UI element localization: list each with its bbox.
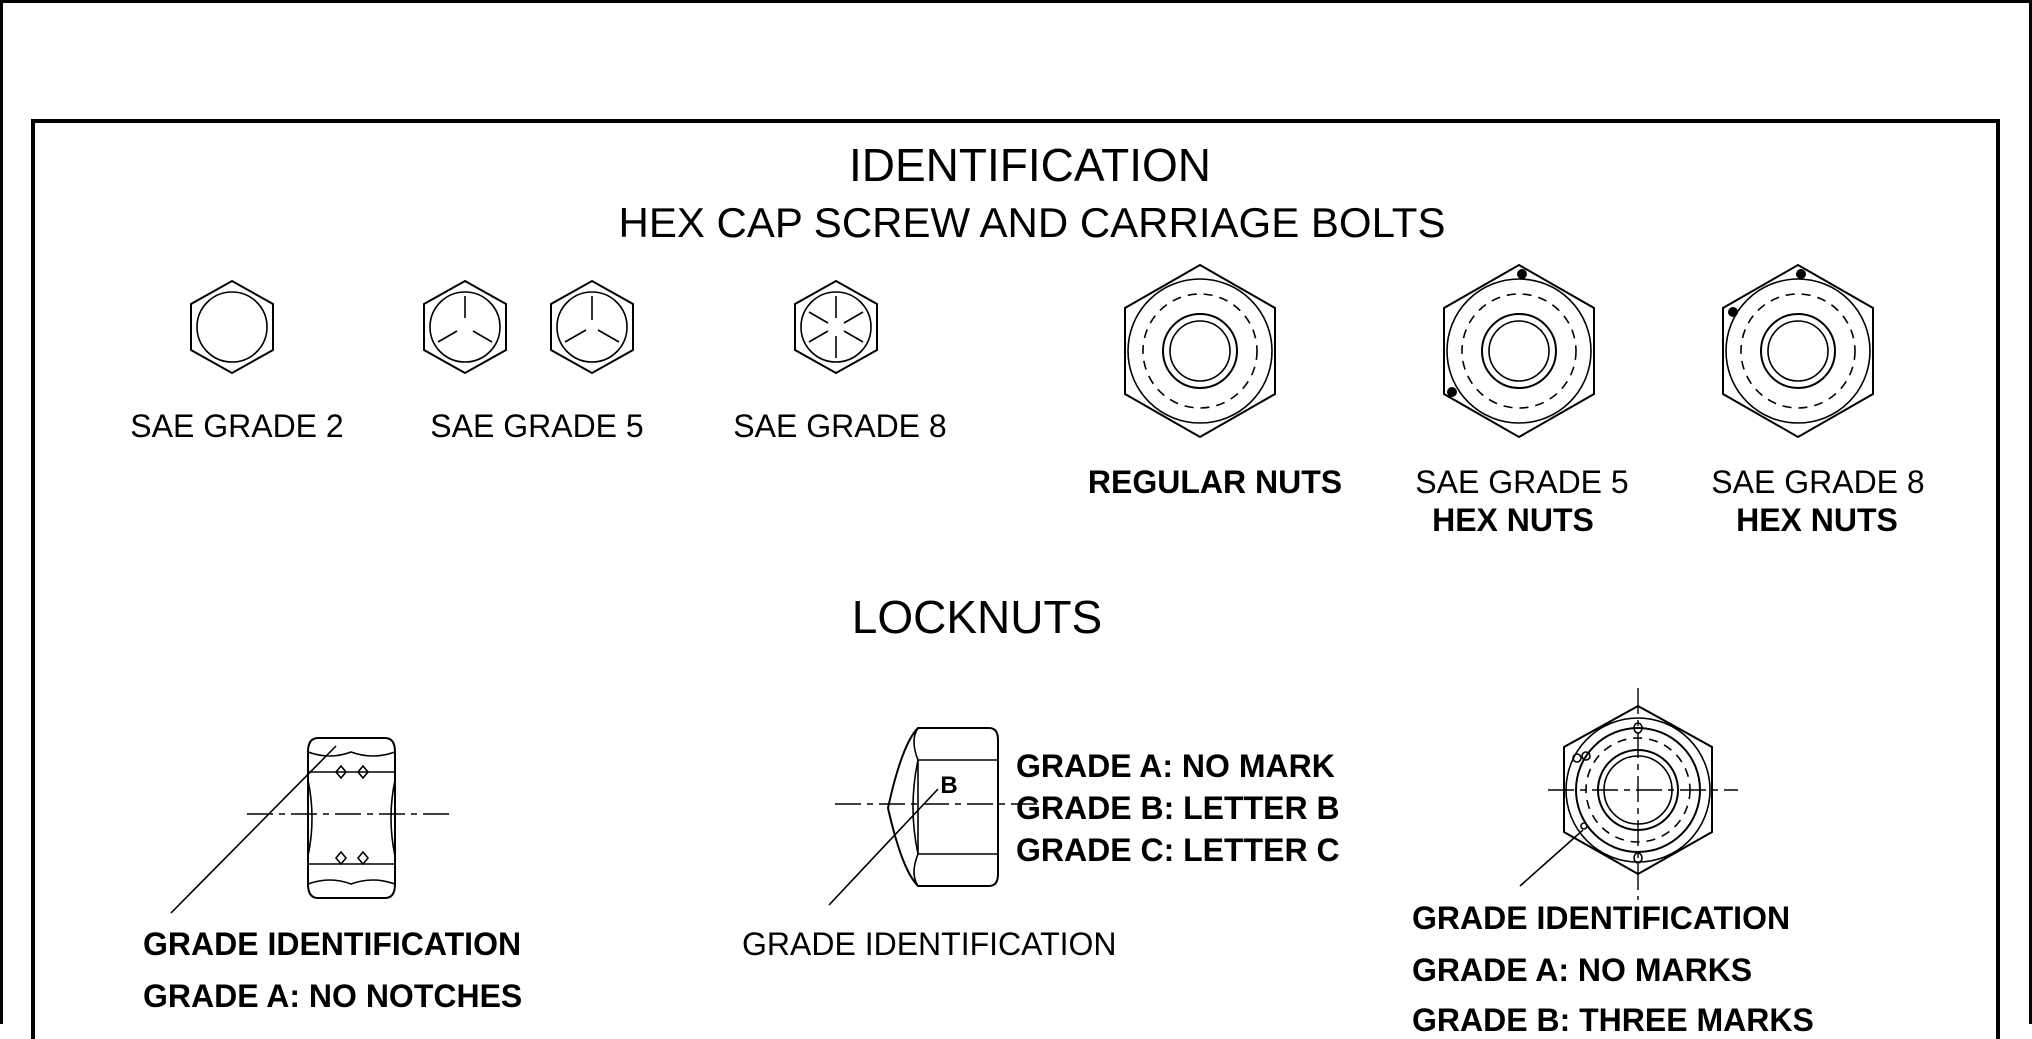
page-subtitle: HEX CAP SCREW AND CARRIAGE BOLTS — [618, 199, 1446, 246]
middle-locknut-grade-c: GRADE C: LETTER C — [1016, 832, 1340, 868]
nut-grade-8-sublabel: HEX NUTS — [1736, 502, 1898, 538]
bolt-grade-2-label: SAE GRADE 2 — [130, 408, 344, 444]
nut-grade-8-icon — [1723, 265, 1873, 437]
right-locknut-grade-a: GRADE A: NO MARKS — [1412, 952, 1753, 988]
locknuts-heading: LOCKNUTS — [851, 591, 1103, 643]
right-locknut-caption: GRADE IDENTIFICATION — [1412, 900, 1791, 936]
left-locknut-icon — [171, 738, 455, 913]
left-locknut-caption: GRADE IDENTIFICATION — [143, 926, 522, 962]
middle-locknut-caption: GRADE IDENTIFICATION — [742, 926, 1117, 962]
middle-locknut-letter: B — [940, 772, 958, 799]
left-locknut-grade-a: GRADE A: NO NOTCHES — [143, 978, 523, 1014]
bolt-grade-8-label: SAE GRADE 8 — [733, 408, 947, 444]
middle-locknut-grade-a: GRADE A: NO MARK — [1016, 748, 1335, 784]
bolt-grade-2-head-icon — [191, 281, 273, 373]
bolt-grade-5-head-alt-icon — [551, 281, 633, 373]
nut-grade-5-label: SAE GRADE 5 — [1415, 464, 1629, 500]
regular-nuts-label: REGULAR NUTS — [1087, 464, 1343, 500]
middle-locknut-icon — [829, 728, 1040, 905]
page-title: IDENTIFICATION — [848, 139, 1212, 191]
middle-locknut-grade-b: GRADE B: LETTER B — [1016, 790, 1340, 826]
nut-grade-8-label: SAE GRADE 8 — [1711, 464, 1925, 500]
nut-grade-5-icon — [1444, 265, 1594, 437]
bolt-grade-8-head-icon — [795, 281, 877, 373]
bolt-grade-5-head-icon — [424, 281, 506, 373]
nut-grade-5-sublabel: HEX NUTS — [1432, 502, 1594, 538]
right-locknut-icon — [1520, 688, 1738, 900]
right-locknut-grade-b: GRADE B: THREE MARKS — [1412, 1002, 1814, 1038]
regular-nut-icon — [1125, 265, 1275, 437]
bolt-grade-5-label: SAE GRADE 5 — [430, 408, 644, 444]
